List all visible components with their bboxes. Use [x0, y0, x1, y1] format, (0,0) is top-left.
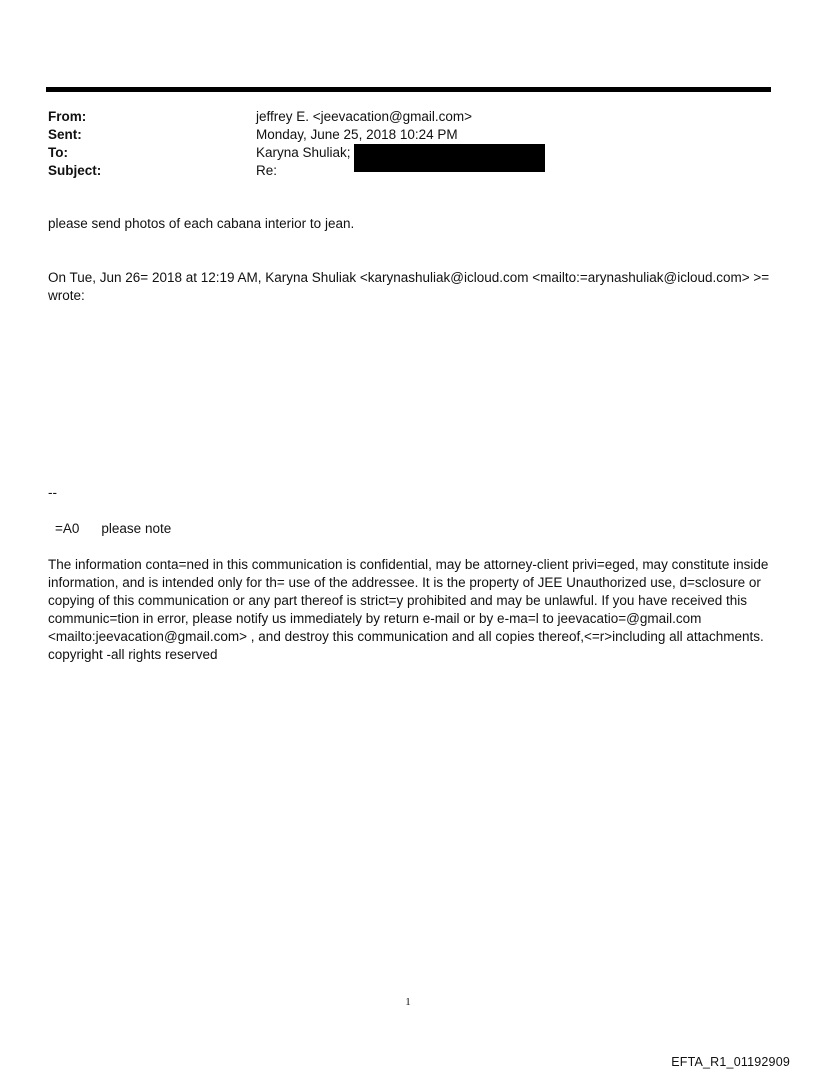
from-value: jeffrey E. <jeevacation@gmail.com> [256, 109, 473, 124]
to-row [48, 144, 768, 162]
from-row [48, 108, 768, 126]
quoted-header: On Tue, Jun 26= 2018 at 12:19 AM, Karyna Shuliak <karynashuliak@icloud.com <mailto:=arynashuliak@icloud.com> >= wrote: [48, 270, 770, 303]
from-label: From: [48, 109, 87, 124]
signature-separator: -- [48, 485, 57, 500]
to-value-wrap [256, 139, 545, 167]
bates-number: EFTA_R1_01192909 [671, 1055, 790, 1069]
redaction-box [354, 144, 545, 172]
to-label: To: [48, 145, 68, 160]
note-text: please note [101, 521, 172, 536]
subject-label: Subject: [48, 163, 102, 178]
disclaimer-paragraph: The information conta=ned in this communication is confidential, may be attorney-client privi=eged, may constitute inside information, and is intended only for th= use of the addressee. It is the property of JEE Unauthorized use, d=sclosure or copying of this communication or any part thereof is strict=y prohibited and may be unlawful. If you have received this communic=tion in error, please notify us immediately by return e-mail or by e-ma=l to jeevacatio=@gmail.com <mailto:jeevacation@gmail.com> , and destroy this communication and all copies thereof,<=r>including all attachments. copyright -all rights reserved [48, 557, 769, 662]
header-divider [46, 87, 771, 92]
message-text: please send photos of each cabana interior to jean. [48, 216, 355, 231]
note-prefix: =A0 [55, 521, 80, 536]
subject-value: Re: [256, 163, 278, 178]
note-line [55, 520, 777, 538]
email-header [48, 108, 768, 180]
to-value: Karyna Shuliak; [256, 145, 351, 160]
sent-value: Monday, June 25, 2018 10:24 PM [256, 127, 458, 142]
sent-label: Sent: [48, 127, 82, 142]
page-number: 1 [405, 996, 411, 1008]
